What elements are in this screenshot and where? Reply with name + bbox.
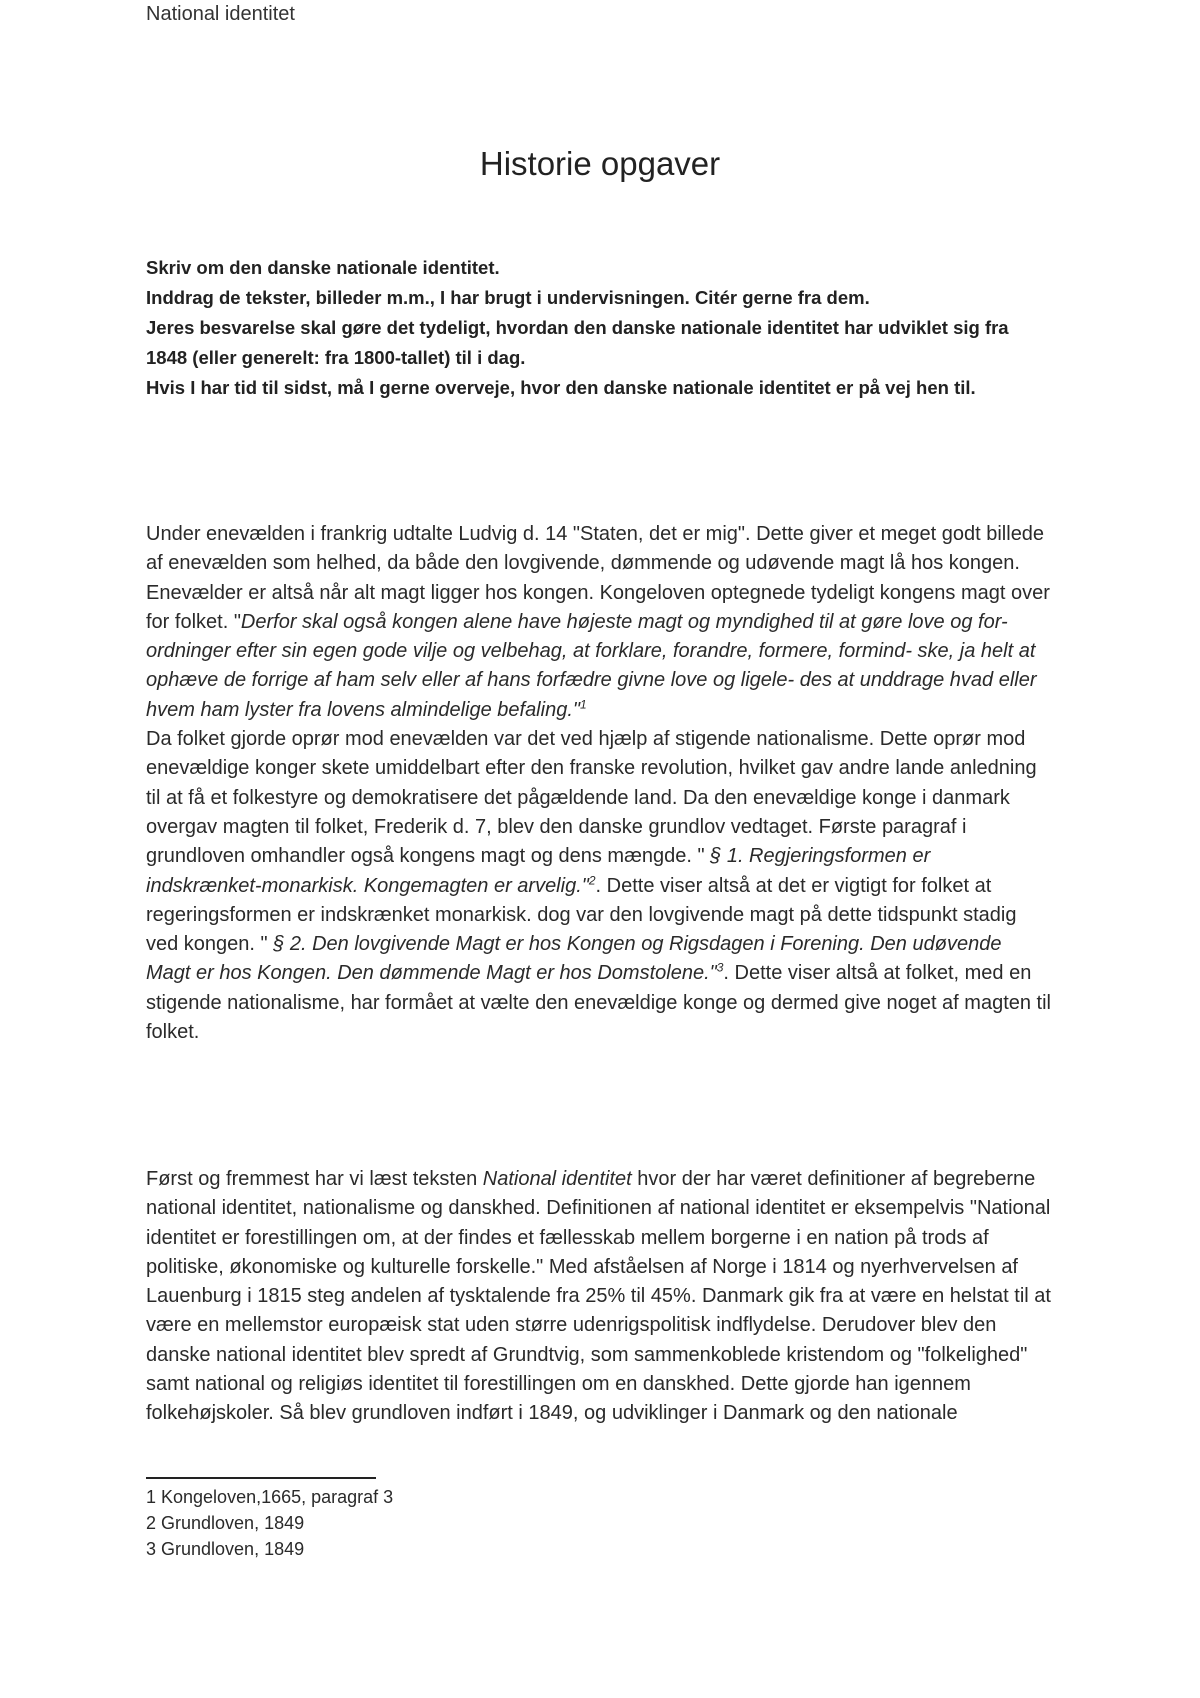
- paragraph-text: . Dette viser altså at folket, med en stigende nationalisme, har formået at vælte den enevældige konge og dermed give noget af magten til folket.: [146, 962, 1051, 1044]
- paragraph-text: Da folket gjorde oprør mod enevælden var det ved hjælp af stigende nationalisme. Dette oprør mod enevældige konger skete umiddelbart efter den franske revolution, hvilket gav andre lande anledning til at få et folkestyre og demokratisere det pågældende land. Da den enevældige konge i danmark overgav magten til folket, Frederik d. 7, blev den danske grundlov vedtaget. Første paragraf i grundloven omhandler også kongens magt og dens mængde. ": [146, 728, 1037, 868]
- footnote-ref: 3: [716, 960, 724, 975]
- paragraph-text: Under enevælden i frankrig udtalte Ludvig d. 14 "Staten, det er mig". Dette giver et meget godt billede af enevælden som helhed, da både den lovgivende, dømmende og udøvende magt lå hos kongen. Enevælder er altså når alt magt ligger hos kongen. Kongeloven optegnede tydeligt kongens magt over for folket. ": [146, 523, 1050, 633]
- instruction-line: Skriv om den danske nationale identitet.: [146, 257, 500, 278]
- footnote-item: 3 Grundloven, 1849: [146, 1539, 305, 1559]
- running-header: National identitet: [146, 3, 295, 25]
- footnote-item: 1 Kongeloven,1665, paragraf 3: [146, 1487, 394, 1507]
- essay-body-continued: [146, 1165, 1051, 1429]
- paragraph-national-identity: [146, 1165, 1051, 1429]
- footnotes: [146, 1484, 393, 1562]
- grundlov-quote: § 2. Den lovgivende Magt er hos Kongen og Rigsdagen i Forening. Den udøvende Magt er hos Kongen. Den dømmende Magt er hos Domstolene.": [146, 933, 1002, 985]
- paragraph-text: hvor der har været definitioner af begreberne national identitet, nationalisme og danskhed. Definitionen af national identitet er eksempelvis "National identitet er forestillingen om, at der findes et fællesskab mellem borgerne i en nation på trods af politiske, økonomiske og kulturelle forskelle." Med afståelsen af Norge i 1814 og nyerhvervelsen af Lauenburg i 1815 steg andelen af tysktalende fra 25% til 45%. Danmark gik fra at være en helstat til at være en mellemstor europæisk stat uden større udenrigspolitisk indflydelse. Derudover blev den danske national identitet blev spredt af Grundtvig, som sammenkoblede kristendom og "folkelighed" samt national og religiøs identitet til forestillingen om en danskhed. Dette gjorde han igennem folkehøjskoler. Så blev grundloven indført i 1849, og udviklinger i Danmark og den nationale: [146, 1168, 1051, 1425]
- grundlov-quote: § 1. Regjeringsformen er indskrænket-monarkisk. Kongemagten er arvelig.": [146, 845, 931, 897]
- assignment-instructions: [146, 253, 1051, 403]
- paragraph-nationalism: [146, 725, 1051, 1047]
- instruction-line: Hvis I har tid til sidst, må I gerne overveje, hvor den danske nationale identitet er på vej hen til.: [146, 377, 976, 398]
- instruction-line: Jeres besvarelse skal gøre det tydeligt, hvordan den danske nationale identitet har udviklet sig fra 1848 (eller generelt: fra 1800-tallet) til i dag.: [146, 317, 1009, 368]
- kongeloven-quote: Derfor skal også kongen alene have højeste magt og myndighed til at gøre love og for- ordninger efter sin egen gode vilje og velbehag, at forklare, forandre, formere, formind- ske, ja helt at ophæve de forrige af ham selv eller af hans forfædre givne love og ligele- des at unddrage hvad eller hvem ham lyster fra lovens almindelige befaling.": [146, 610, 1037, 721]
- footnote-separator: [146, 1477, 376, 1479]
- paragraph-text: . Dette viser altså at det er vigtigt for folket at regeringsformen er indskrænket monarkisk. dog var den lovgivende magt på dette tidspunkt stadig ved kongen. ": [146, 874, 1017, 956]
- footnote-ref: 1: [579, 697, 587, 712]
- footnote-ref: 2: [588, 872, 596, 887]
- paragraph-absolutism: [146, 520, 1051, 725]
- text-title-reference: National identitet: [482, 1168, 632, 1190]
- document-title: Historie opgaver: [479, 145, 721, 182]
- footnote-item: 2 Grundloven, 1849: [146, 1513, 305, 1533]
- paragraph-text: Først og fremmest har vi læst teksten: [146, 1168, 483, 1190]
- essay-body: [146, 520, 1051, 1047]
- instruction-line: Inddrag de tekster, billeder m.m., I har brugt i undervisningen. Citér gerne fra dem.: [146, 287, 870, 308]
